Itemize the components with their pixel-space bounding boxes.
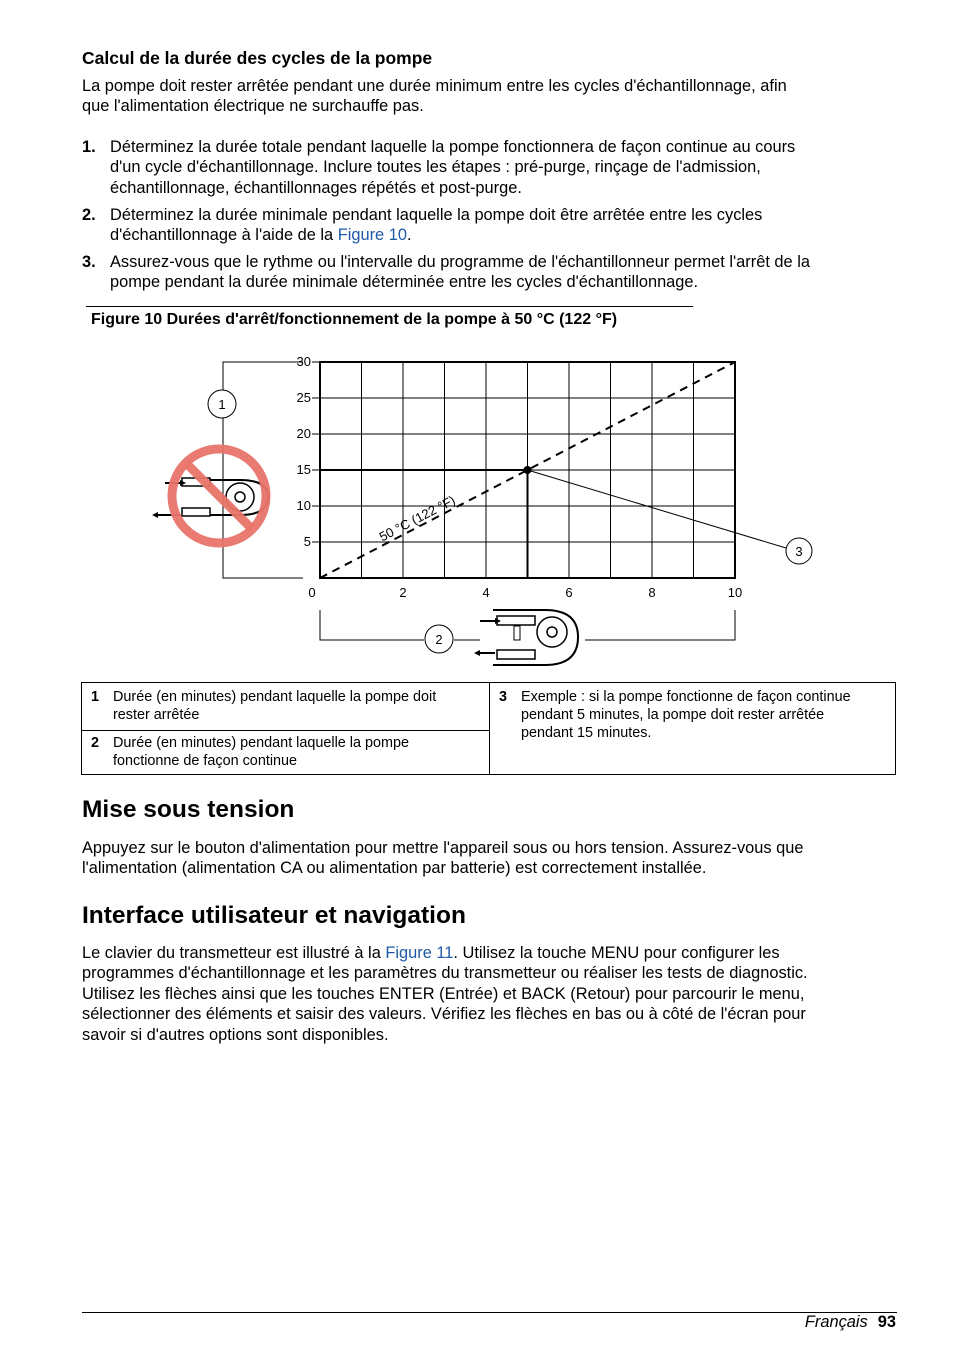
- y-tick-label: 25: [296, 390, 311, 405]
- x-tick-label: 10: [727, 585, 743, 600]
- step-2: [82, 205, 894, 246]
- footer-language: Français: [804, 1313, 868, 1331]
- callout-2-number: 2: [435, 632, 443, 647]
- x-tick-label: 6: [565, 585, 573, 600]
- page-number: 93: [877, 1313, 896, 1331]
- y-tick-label: 15: [296, 462, 311, 477]
- figure-legend: [81, 682, 896, 775]
- stopped-pump-icon: [152, 449, 268, 543]
- running-pump-icon: [474, 610, 578, 665]
- paragraph-line: [82, 943, 808, 963]
- intro-line: La pompe doit rester arrêtée pendant une durée minimum entre les cycles d'échantillonnage, afin: [82, 77, 787, 95]
- legend-line: rester arrêtée: [113, 707, 200, 723]
- footer-rule: [82, 1312, 897, 1313]
- y-tick-label: 30: [296, 354, 311, 369]
- paragraph-line: programmes d'échantillonnage et les paramètres du transmetteur ou réaliser les tests de diagnostic.: [82, 964, 808, 983]
- legend-item-2: [91, 734, 486, 770]
- paragraph-line: Utilisez les flèches ainsi que les touches ENTER (Entrée) et BACK (Retour) pour parcourir le menu,: [82, 984, 805, 1003]
- ui-paragraph: [82, 943, 808, 1045]
- step-line: pompe pendant la durée minimale déterminée entre les cycles d'échantillonnage.: [110, 273, 699, 292]
- section-intro: [82, 76, 787, 117]
- step-line: Déterminez la durée totale pendant laquelle la pompe fonctionnera de façon continue au cours: [110, 138, 796, 156]
- x-tick-label: 4: [482, 585, 490, 600]
- step-3: [82, 252, 894, 293]
- section-heading: Calcul de la durée des cycles de la pompe: [82, 48, 433, 68]
- paragraph-text: . Utilisez la touche MENU pour configurer les: [453, 944, 780, 962]
- legend-number: 2: [91, 735, 100, 751]
- figure-rule: [86, 306, 693, 307]
- legend-line: pendant 15 minutes.: [521, 725, 652, 741]
- step-number: 2.: [82, 205, 96, 224]
- y-tick-label: 20: [296, 426, 311, 441]
- y-tick-labels: [297, 354, 320, 549]
- figure-10-link[interactable]: Figure 10: [337, 226, 407, 245]
- legend-item-3: [499, 688, 894, 742]
- ui-heading: Interface utilisateur et navigation: [82, 902, 466, 929]
- paragraph-line: l'alimentation (alimentation CA ou alimentation par batterie) est correctement installée.: [82, 859, 707, 878]
- y-tick-label: 5: [303, 534, 311, 549]
- step-line: échantillonnage, échantillonnages répétés et post-purge.: [110, 178, 522, 197]
- step-line: Déterminez la durée minimale pendant laquelle la pompe doit être arrêtée entre les cycles: [110, 205, 763, 224]
- x-tick-label: 2: [399, 585, 407, 600]
- power-paragraph: [82, 838, 804, 879]
- step-line: d'un cycle d'échantillonnage. Inclure toutes les étapes : pré-purge, rinçage de l'admission,: [110, 158, 761, 177]
- paragraph-line: sélectionner des éléments et saisir des valeurs. Vérifiez les flèches en bas ou à côté de l'écran pour: [82, 1005, 806, 1024]
- x-tick-label: 0: [308, 585, 316, 600]
- callout-3-leader: [528, 470, 787, 548]
- callout-2-bracket-right: [585, 610, 735, 640]
- paragraph-line: Appuyez sur le bouton d'alimentation pour mettre l'appareil sous ou hors tension. Assurez-vous que: [82, 839, 804, 857]
- callout-2-bracket-left: [320, 610, 424, 640]
- legend-divider-horizontal: [82, 730, 489, 731]
- legend-line: Exemple : si la pompe fonctionne de façon continue: [521, 689, 851, 705]
- callout-1-bracket-top: [223, 362, 303, 390]
- x-tick-labels: [308, 585, 742, 600]
- step-number: 1.: [82, 138, 96, 156]
- y-tick-label: 10: [296, 498, 311, 513]
- pump-chart: [0, 340, 954, 680]
- figure-caption: Figure 10 Durées d'arrêt/fonctionnement de la pompe à 50 °C (122 °F): [91, 311, 618, 328]
- power-heading: Mise sous tension: [82, 796, 295, 823]
- figure-11-link[interactable]: Figure 11: [385, 944, 454, 962]
- x-tick-label: 8: [648, 585, 656, 600]
- legend-line: fonctionne de façon continue: [113, 753, 298, 769]
- steps-list: [82, 137, 894, 299]
- paragraph-text: Le clavier du transmetteur est illustré à la: [82, 944, 386, 962]
- legend-number: 3: [499, 689, 508, 705]
- step-line: [110, 225, 894, 245]
- paragraph-line: savoir si d'autres options sont disponibles.: [82, 1025, 389, 1044]
- step-line: Assurez-vous que le rythme ou l'intervalle du programme de l'échantillonneur permet l'arrêt de la: [110, 253, 810, 272]
- step-text: .: [406, 226, 412, 245]
- callout-1-number: 1: [218, 397, 226, 412]
- callout-3-number: 3: [795, 544, 803, 559]
- legend-line: Durée (en minutes) pendant laquelle la pompe: [113, 735, 409, 751]
- step-text: d'échantillonnage à l'aide de la: [110, 226, 338, 245]
- step-number: 3.: [82, 253, 96, 272]
- series-label: 50 °C (122 °F): [376, 492, 458, 545]
- legend-line: Durée (en minutes) pendant laquelle la pompe doit: [113, 689, 437, 705]
- legend-number: 1: [91, 689, 100, 705]
- page-footer: [805, 1313, 896, 1332]
- step-1: [82, 137, 894, 198]
- legend-line: pendant 5 minutes, la pompe doit rester arrêtée: [521, 707, 825, 723]
- legend-item-1: [91, 688, 486, 724]
- intro-line: que l'alimentation électrique ne surchauffe pas.: [82, 97, 424, 116]
- legend-divider-vertical: [489, 683, 490, 774]
